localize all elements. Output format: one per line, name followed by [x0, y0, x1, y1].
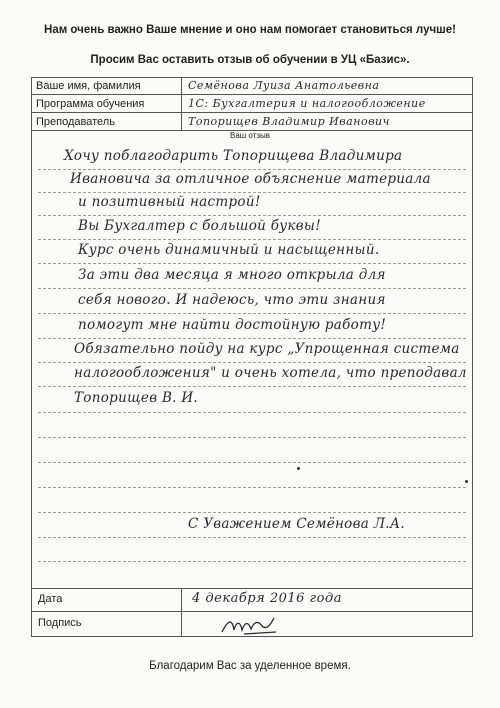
writing-rule [38, 288, 466, 289]
review-line: помогут мне найти достойную работу! [78, 317, 387, 333]
date-value: 4 декабря 2016 года [192, 591, 342, 606]
writing-rule [38, 215, 466, 216]
writing-rule [38, 239, 466, 240]
review-line: Вы Бухгалтер с большой буквы! [78, 218, 321, 234]
writing-rule [38, 192, 466, 193]
date-label: Дата [38, 593, 63, 605]
review-line: себя нового. И надеюсь, что эти знания [78, 292, 386, 308]
writing-rule [38, 338, 466, 339]
writing-rule [38, 313, 466, 314]
footer-thanks: Благодарим Вас за уделенное время. [149, 660, 351, 672]
signature-image [218, 612, 280, 638]
name-label: Ваше имя, фамилия [36, 80, 141, 92]
writing-rule [38, 537, 466, 538]
writing-rule [38, 437, 466, 438]
teacher-label: Преподаватель [36, 116, 115, 128]
review-title: Ваш отзыв [229, 131, 271, 140]
writing-rule [38, 487, 466, 488]
signature-label: Подпись [38, 617, 82, 629]
review-signoff: С Уважением Семёнова Л.А. [188, 516, 405, 532]
review-line: Курс очень динамичный и насыщенный. [78, 242, 380, 258]
writing-rule [38, 512, 466, 513]
review-line: и позитивный настрой! [78, 194, 261, 210]
writing-rule [38, 169, 466, 170]
writing-rule [38, 412, 466, 413]
review-line: Обязательно пойду на курс „Упрощенная система [74, 341, 460, 357]
header-line-2: Просим Вас оставить отзыв об обучении в УЦ «Базис». [90, 54, 410, 66]
program-label: Программа обучения [36, 98, 145, 110]
writing-rule [38, 263, 466, 264]
writing-rule [38, 462, 466, 463]
writing-rule [38, 386, 466, 387]
column-divider [181, 588, 182, 637]
writing-rule [38, 561, 466, 562]
column-divider [181, 77, 182, 130]
divider [31, 94, 473, 95]
ink-dot [465, 480, 468, 483]
divider [31, 588, 473, 589]
writing-rule [38, 362, 466, 363]
name-value: Семёнова Луиза Анатольевна [188, 79, 380, 92]
review-line: Ивановича за отличное объяснение материала [70, 171, 431, 187]
divider [31, 112, 473, 113]
teacher-value: Топорищев Владимир Иванович [188, 115, 390, 128]
review-line: налогообложения" и очень хотела, что преподавал [74, 365, 467, 381]
ink-dot [297, 467, 300, 470]
header-line-1: Нам очень важно Ваше мнение и оно нам помогает становиться лучше! [44, 24, 456, 36]
review-line: Топорищев В. И. [74, 390, 199, 406]
review-line: Хочу поблагодарить Топорищева Владимира [64, 148, 403, 164]
review-line: За эти два месяца я много открыла для [78, 267, 386, 283]
program-value: 1С: Бухгалтерия и налогообложение [188, 97, 426, 110]
